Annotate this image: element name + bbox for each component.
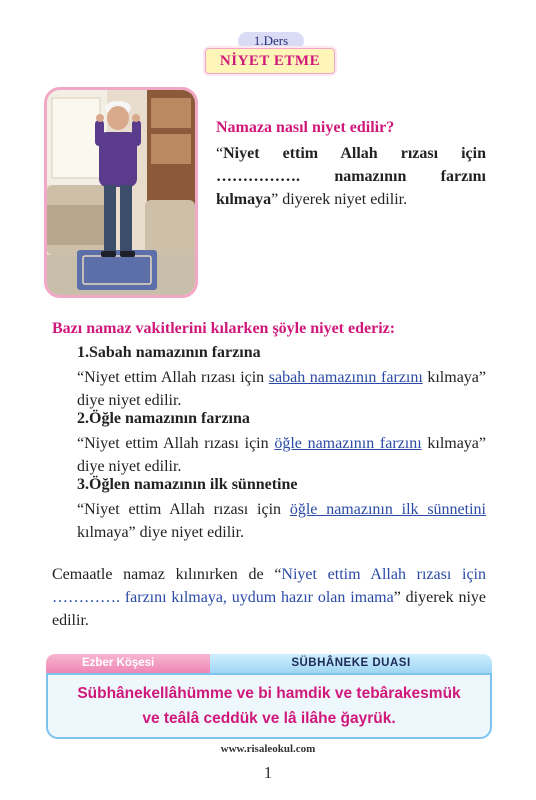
cemaat-post: ” diyerek niye edilir. xyxy=(52,589,487,629)
question-heading: Namaza nasıl niyet edilir? xyxy=(216,119,395,136)
intro-open-quote: “ xyxy=(216,145,224,162)
boy-praying-photo xyxy=(44,87,198,298)
lesson-label: 1.Ders xyxy=(238,32,304,50)
section-heading: Bazı namaz vakitlerini kılarken şöyle niyet ederiz: xyxy=(52,320,396,337)
footer-website[interactable]: www.risaleokul.com xyxy=(220,743,316,755)
memo-line-2: ve teâlâ ceddük ve lâ ilâhe ğayrük. xyxy=(142,710,396,727)
memo-prayer-text xyxy=(48,681,490,731)
item-text-pre: “Niyet ettim Allah rızası için xyxy=(77,369,269,386)
item-text-ogle-sunnet xyxy=(77,498,486,544)
ogle-sunnet-link[interactable]: öğle namazının ilk sünnetini xyxy=(289,501,486,518)
item-text-ogle xyxy=(77,432,486,478)
intro-paragraph xyxy=(216,142,486,211)
memo-line-1: Sübhânekellâhümme ve bi hamdik ve tebârakesmük xyxy=(77,685,461,702)
item-text-post: kılmaya” diye niyet edilir. xyxy=(77,435,487,475)
sabah-link[interactable]: sabah namazının farzını xyxy=(268,369,423,386)
cemaat-intention: Niyet ettim Allah rızası için …………. farzını kılmaya, uydum hazır olan imama xyxy=(52,566,486,606)
page-number: 1 xyxy=(263,763,273,782)
item-text-pre: “Niyet ettim Allah rızası için xyxy=(77,435,275,452)
item-title-ogle: 2.Öğle namazının farzına xyxy=(77,410,250,427)
intro-closing-text: ” diyerek niyet edilir. xyxy=(271,191,408,208)
item-text-post: kılmaya” diye niyet edilir. xyxy=(77,524,245,541)
page-title: NİYET ETME xyxy=(205,48,335,74)
memo-tab-ezber: Ezber Köşesi xyxy=(46,654,210,673)
item-text-pre: “Niyet ettim Allah rızası için xyxy=(77,501,290,518)
item-text-sabah xyxy=(77,366,486,412)
item-title-sabah: 1.Sabah namazının farzına xyxy=(77,344,261,361)
cemaat-paragraph xyxy=(52,563,486,632)
intro-intention-text: Niyet ettim Allah rızası için ……………. namazının farzını kılmaya xyxy=(216,145,486,208)
ogle-link[interactable]: öğle namazının farzını xyxy=(274,435,422,452)
boy-praying-illustration xyxy=(47,90,195,295)
memo-tab-title: SÜBHÂNEKE DUASI xyxy=(210,654,492,673)
item-text-post: kılmaya” diye niyet edilir. xyxy=(77,369,486,409)
item-title-ogle-sunnet: 3.Öğlen namazının ilk sünnetine xyxy=(77,476,298,493)
cemaat-pre: Cemaatle namaz kılınırken de “ xyxy=(52,566,282,583)
